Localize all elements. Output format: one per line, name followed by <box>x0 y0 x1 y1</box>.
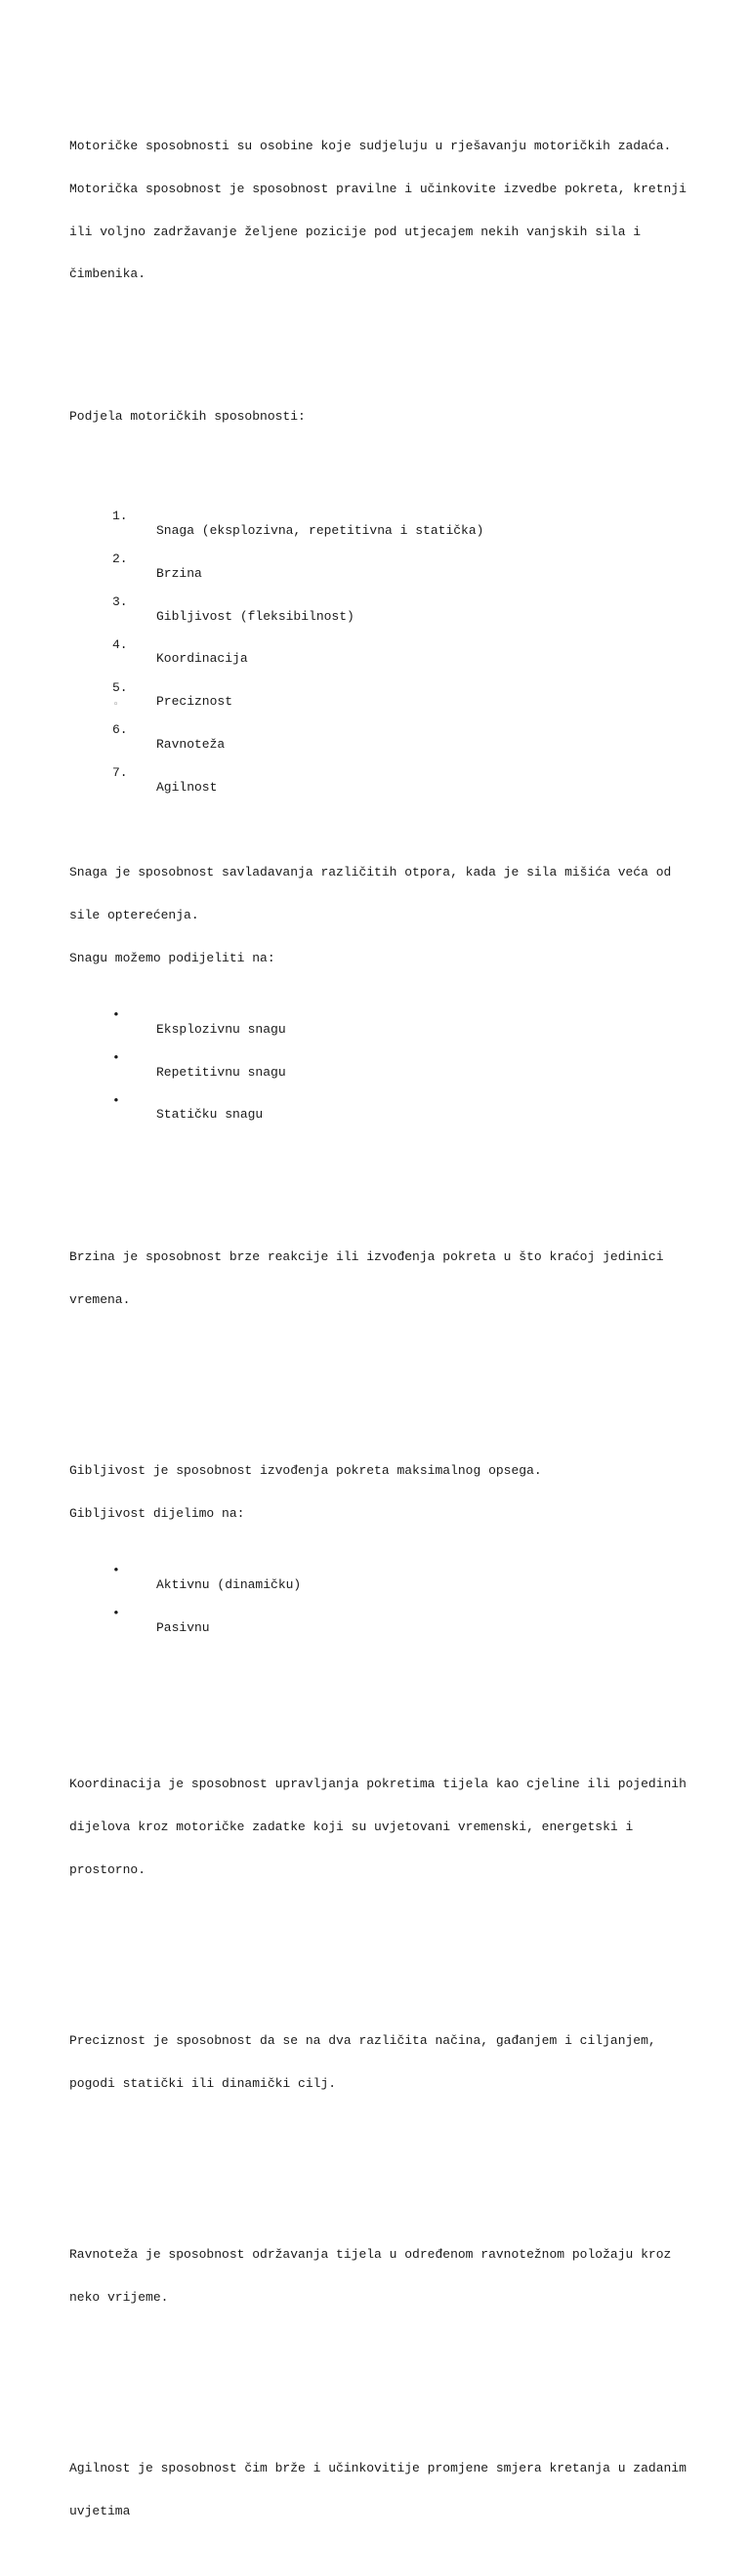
precision-paragraph <box>69 2006 714 2120</box>
bullet-icon: • <box>112 1563 120 1578</box>
list-item-text: Snaga (eksplozivna, repetitivna i statička) <box>156 523 484 538</box>
text-line: Snaga je sposobnost savladavanja različitih otpora, kada je sila mišića veća od <box>69 865 672 880</box>
spacer <box>69 1165 714 1180</box>
spacer <box>69 2376 714 2391</box>
text-line: vremena. <box>69 1292 131 1308</box>
list-item <box>69 753 714 795</box>
list-item-text: Brzina <box>156 565 202 581</box>
coordination-paragraph <box>69 1749 714 1906</box>
list-item <box>69 496 714 538</box>
text-line: čimbenika. <box>69 266 146 282</box>
abilities-numbered-list <box>69 468 714 796</box>
list-number: 4. <box>112 636 128 652</box>
text-line: Koordinacija je sposobnost upravljanja pokretima tijela kao cjeline ili pojedinih <box>69 1777 687 1792</box>
bullet-item-text: Eksplozivnu snagu <box>156 1021 286 1037</box>
bullet-icon: • <box>112 1049 120 1065</box>
text-line: Motoričke sposobnosti su osobine koje sudjeluju u rješavanju motoričkih zadaća. <box>69 138 672 153</box>
division-heading: Podjela motoričkih sposobnosti: <box>69 409 306 425</box>
list-item <box>69 624 714 667</box>
stray-bullet-mark: ◦ <box>113 700 119 710</box>
text-line: Gibljivost dijelimo na: <box>69 1505 245 1521</box>
flexibility-section <box>69 1436 714 1635</box>
text-line: dijelova kroz motoričke zadatke koji su uvjetovani vremenski, energetski i <box>69 1820 634 1835</box>
bullet-item <box>69 995 714 1037</box>
text-line: Brzina je sposobnost brze reakcije ili izvođenja pokreta u što kraćoj jedinici <box>69 1249 664 1265</box>
list-number: 1. <box>112 509 128 524</box>
bullet-icon: • <box>112 1606 120 1621</box>
bullet-item-text: Repetitivnu snagu <box>156 1064 286 1080</box>
bullet-item-text: Statičku snagu <box>156 1107 264 1123</box>
text-line: pogodi statički ili dinamički cilj. <box>69 2075 337 2091</box>
list-item <box>69 581 714 624</box>
list-item-text: Ravnoteža <box>156 736 226 752</box>
text-line: Motorička sposobnost je sposobnost pravilne i učinkovite izvedbe pokreta, kretnji <box>69 181 687 196</box>
list-number: 2. <box>112 552 128 567</box>
text-line: ili voljno zadržavanje željene pozicije pod utjecajem nekih vanjskih sila i <box>69 224 642 239</box>
list-number: 5. <box>112 679 128 695</box>
list-item-text: Koordinacija <box>156 651 248 667</box>
text-line: Ravnoteža je sposobnost održavanja tijela u određenom ravnotežnom položaju kroz <box>69 2246 672 2262</box>
spacer <box>69 353 714 368</box>
text-line: Preciznost je sposobnost da se na dva različita načina, gađanjem i ciljanjem, <box>69 2032 656 2048</box>
document-page <box>69 68 714 2576</box>
text-line: prostorno. <box>69 1861 146 1877</box>
list-number: 3. <box>112 593 128 609</box>
bullet-item-text: Pasivnu <box>156 1619 210 1635</box>
spacer <box>69 1948 714 1963</box>
bullet-item <box>69 1080 714 1123</box>
bullet-item-text: Aktivnu (dinamičku) <box>156 1576 302 1592</box>
list-number: 7. <box>112 765 128 781</box>
strength-section <box>69 838 714 1123</box>
text-line: Gibljivost je sposobnost izvođenja pokreta maksimalnog opsega. <box>69 1463 542 1479</box>
bullet-item <box>69 1037 714 1080</box>
bullet-item <box>69 1550 714 1592</box>
list-number: 6. <box>112 722 128 738</box>
text-line: neko vrijeme. <box>69 2289 169 2305</box>
speed-paragraph <box>69 1222 714 1336</box>
balance-paragraph <box>69 2220 714 2334</box>
text-line: sile opterećenja. <box>69 908 199 923</box>
spacer <box>69 2162 714 2177</box>
bullet-item <box>69 1593 714 1635</box>
agility-paragraph <box>69 2433 714 2548</box>
text-line: Snagu možemo podijeliti na: <box>69 950 275 965</box>
text-line: uvjetima <box>69 2503 131 2518</box>
list-item-text: Preciznost <box>156 694 233 710</box>
list-item-text: Gibljivost (fleksibilnost) <box>156 608 354 624</box>
spacer <box>69 1678 714 1706</box>
list-item-text: Agilnost <box>156 779 218 795</box>
list-item <box>69 539 714 581</box>
bullet-icon: • <box>112 1092 120 1108</box>
list-item <box>69 667 714 710</box>
spacer <box>69 1379 714 1394</box>
bullet-icon: • <box>112 1007 120 1023</box>
list-item <box>69 710 714 752</box>
intro-paragraph <box>69 111 714 310</box>
text-line: Agilnost je sposobnost čim brže i učinkovitije promjene smjera kretanja u zadanim <box>69 2460 687 2475</box>
